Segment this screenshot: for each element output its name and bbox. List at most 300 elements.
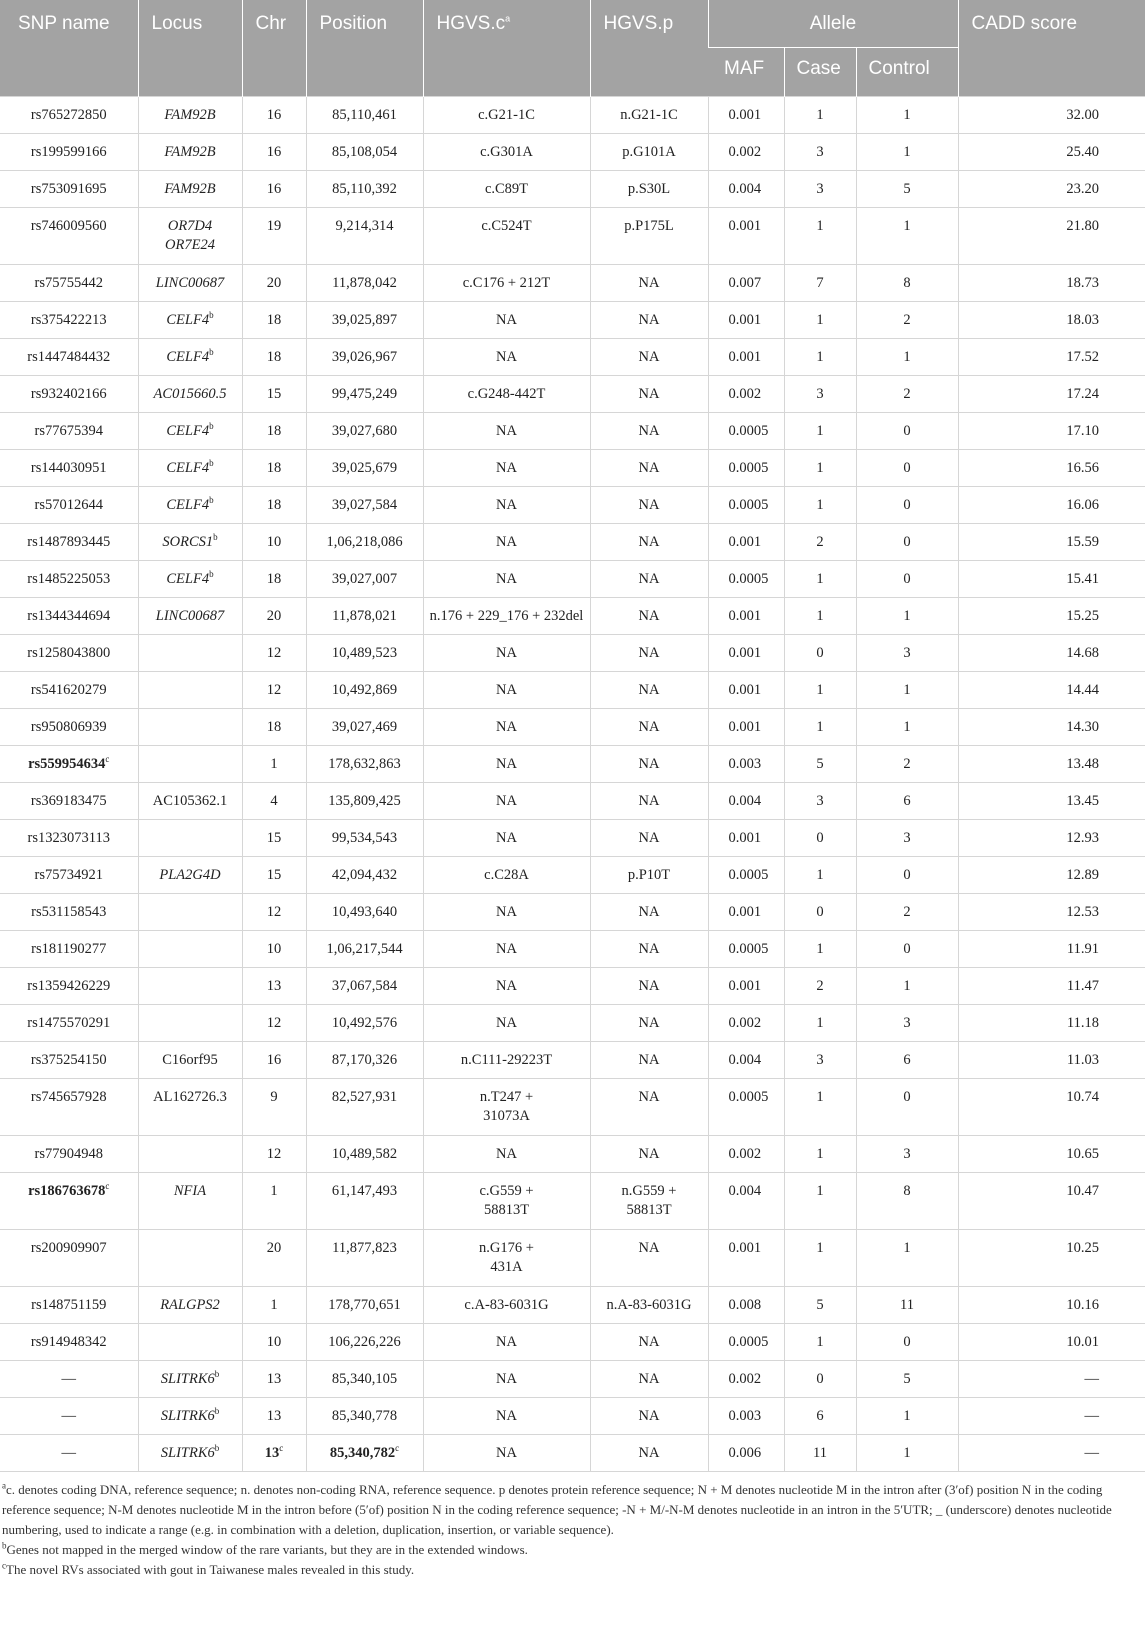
snp-name-text: rs1485225053 [27, 570, 111, 587]
header-hgvs-c-text: HGVS.c [436, 13, 506, 34]
cell-control: 2 [856, 745, 958, 782]
cell-position [306, 1004, 423, 1041]
position-text: 10,492,576 [331, 1014, 398, 1031]
hgvs-c-text: NA [496, 644, 517, 661]
cell-hgvs-c [423, 1078, 590, 1135]
cell-locus [138, 1172, 242, 1229]
chr-text: 20 [266, 1239, 282, 1256]
position-text: 42,094,432 [331, 866, 398, 883]
header-hgvs-p: HGVS.p [590, 0, 708, 96]
cell-control: 0 [856, 560, 958, 597]
cell-hgvs-p [590, 967, 708, 1004]
chr-text: 9 [270, 1088, 278, 1105]
table-row [0, 1041, 1145, 1078]
cell-locus [138, 856, 242, 893]
position-text: 85,110,392 [332, 180, 397, 197]
cell-hgvs-c [423, 412, 590, 449]
hgvs-p-text: NA [638, 1145, 660, 1162]
hgvs-c-text: NA [496, 681, 517, 698]
cell-snp-name [0, 207, 138, 264]
footnote-marker: b [209, 346, 214, 357]
locus-text-line2: OR7E24 [165, 236, 215, 253]
hgvs-p-text: p.P10T [627, 866, 671, 883]
cell-hgvs-c [423, 708, 590, 745]
snp-name-text: rs1323073113 [27, 829, 110, 846]
cell-case: 1 [784, 597, 856, 634]
cell-hgvs-c [423, 671, 590, 708]
cell-case: 6 [784, 1397, 856, 1434]
cell-snp-name [0, 133, 138, 170]
footnote [2, 1560, 1141, 1580]
cell-control: 0 [856, 449, 958, 486]
cell-snp-name [0, 819, 138, 856]
table-row [0, 412, 1145, 449]
cell-snp-name [0, 597, 138, 634]
position-text: 39,026,967 [331, 348, 398, 365]
cell-maf: 0.001 [708, 634, 784, 671]
snp-name-text: rs144030951 [30, 459, 107, 476]
cell-control: 0 [856, 1323, 958, 1360]
locus-text: CELF4 [166, 496, 210, 513]
cell-control: 1 [856, 96, 958, 133]
cell-hgvs-p [590, 1229, 708, 1286]
hgvs-c-text: c.C89T [484, 180, 529, 197]
cell-cadd-score: 16.56 [958, 449, 1145, 486]
hgvs-p-text: NA [638, 570, 660, 587]
cell-hgvs-c [423, 745, 590, 782]
snp-name-text: rs1475570291 [27, 1014, 111, 1031]
cell-snp-name [0, 856, 138, 893]
cell-case: 3 [784, 375, 856, 412]
hgvs-p-text: n.G21-1C [620, 106, 678, 123]
locus-text: FAM92B [164, 106, 216, 123]
cell-snp-name [0, 1229, 138, 1286]
chr-text: 18 [266, 348, 282, 365]
snp-name-text: rs765272850 [30, 106, 107, 123]
chr-text: 15 [266, 385, 282, 402]
locus-text: SLITRK6 [160, 1370, 215, 1387]
table-row [0, 449, 1145, 486]
table-row [0, 170, 1145, 207]
snp-name-text: rs77675394 [34, 422, 103, 439]
cell-hgvs-c [423, 893, 590, 930]
chr-text: 12 [266, 644, 282, 661]
header-locus: Locus [138, 0, 242, 96]
cell-position [306, 264, 423, 301]
cell-locus [138, 634, 242, 671]
cell-chr [242, 412, 306, 449]
position-text: 85,340,782 [329, 1444, 396, 1461]
cell-locus [138, 819, 242, 856]
cell-control: 3 [856, 1135, 958, 1172]
cell-hgvs-p [590, 856, 708, 893]
cell-cadd-score: 16.06 [958, 486, 1145, 523]
cell-maf: 0.004 [708, 1041, 784, 1078]
footnote-marker: c [105, 753, 110, 764]
cell-maf: 0.001 [708, 597, 784, 634]
snp-name-text: rs148751159 [31, 1296, 107, 1313]
hgvs-p-text: p.P175L [624, 217, 674, 234]
footnote-marker: c [105, 1180, 110, 1191]
hgvs-c-text: c.G301A [480, 143, 533, 160]
table-row [0, 1323, 1145, 1360]
chr-text: 16 [266, 106, 282, 123]
hgvs-p-text: NA [638, 348, 660, 365]
cell-case: 0 [784, 893, 856, 930]
chr-text: 18 [266, 570, 282, 587]
cell-locus [138, 782, 242, 819]
cell-hgvs-c [423, 1323, 590, 1360]
hgvs-p-text: NA [638, 311, 660, 328]
cell-snp-name [0, 1323, 138, 1360]
cell-locus [138, 1286, 242, 1323]
cell-locus [138, 745, 242, 782]
cell-chr [242, 301, 306, 338]
cell-position [306, 375, 423, 412]
cell-position [306, 671, 423, 708]
snp-name-text: rs1487893445 [27, 533, 111, 550]
locus-text: AC015660.5 [153, 385, 227, 402]
hgvs-p-text: NA [638, 681, 660, 698]
footnote-marker: c [279, 1442, 284, 1453]
cell-hgvs-p [590, 1004, 708, 1041]
position-text: 39,027,584 [331, 496, 398, 513]
cell-position [306, 597, 423, 634]
cell-hgvs-p [590, 338, 708, 375]
chr-text: 18 [266, 422, 282, 439]
chr-text: 12 [266, 681, 282, 698]
locus-text: SORCS1 [162, 533, 214, 550]
table-row [0, 597, 1145, 634]
cell-chr [242, 264, 306, 301]
hgvs-p-text: p.G101A [622, 143, 676, 160]
cell-snp-name [0, 1397, 138, 1434]
cell-locus [138, 1434, 242, 1471]
chr-text: 20 [266, 274, 282, 291]
cell-position [306, 782, 423, 819]
hgvs-c-text: c.G21-1C [478, 106, 535, 123]
position-text: 11,877,823 [332, 1239, 397, 1256]
cell-hgvs-c [423, 634, 590, 671]
hgvs-c-text: NA [496, 459, 517, 476]
cell-locus [138, 930, 242, 967]
cell-locus [138, 967, 242, 1004]
cell-maf: 0.004 [708, 170, 784, 207]
table-row [0, 560, 1145, 597]
locus-text: CELF4 [166, 459, 210, 476]
cell-snp-name [0, 170, 138, 207]
cell-position [306, 1360, 423, 1397]
cell-hgvs-c [423, 170, 590, 207]
cell-hgvs-p [590, 264, 708, 301]
position-text: 99,475,249 [331, 385, 398, 402]
hgvs-c-text: NA [496, 903, 517, 920]
cell-case: 5 [784, 745, 856, 782]
snp-name-text: rs932402166 [30, 385, 107, 402]
cell-hgvs-p [590, 560, 708, 597]
cell-control: 1 [856, 671, 958, 708]
chr-text: 16 [266, 1051, 282, 1068]
cell-hgvs-c [423, 264, 590, 301]
cell-cadd-score: 23.20 [958, 170, 1145, 207]
chr-text: 10 [266, 1333, 282, 1350]
cell-chr [242, 207, 306, 264]
cell-hgvs-c [423, 1397, 590, 1434]
cell-snp-name [0, 671, 138, 708]
cell-case: 1 [784, 708, 856, 745]
cell-locus [138, 523, 242, 560]
cell-chr [242, 1078, 306, 1135]
cell-maf: 0.001 [708, 893, 784, 930]
cell-cadd-score: 25.40 [958, 133, 1145, 170]
cell-case: 1 [784, 338, 856, 375]
cell-cadd-score: 15.41 [958, 560, 1145, 597]
hgvs-p-text: NA [638, 1051, 660, 1068]
position-text: 37,067,584 [331, 977, 398, 994]
footnote-marker: b [214, 1368, 220, 1379]
cell-chr [242, 1041, 306, 1078]
position-text: 85,110,461 [332, 106, 397, 123]
position-text: 85,108,054 [331, 143, 398, 160]
hgvs-c-text: NA [496, 1145, 517, 1162]
hgvs-c-text-line2: 58813T [483, 1201, 530, 1218]
cell-hgvs-p [590, 1041, 708, 1078]
hgvs-p-text: NA [638, 977, 660, 994]
cell-case: 1 [784, 449, 856, 486]
position-text: 39,027,469 [331, 718, 398, 735]
cell-maf: 0.004 [708, 1172, 784, 1229]
table-row [0, 634, 1145, 671]
cell-locus [138, 893, 242, 930]
cell-hgvs-c [423, 1286, 590, 1323]
cell-hgvs-c [423, 338, 590, 375]
cell-cadd-score: 15.25 [958, 597, 1145, 634]
cell-hgvs-p [590, 1323, 708, 1360]
cell-case: 1 [784, 560, 856, 597]
cell-case: 1 [784, 412, 856, 449]
cell-snp-name [0, 893, 138, 930]
hgvs-c-text: NA [496, 940, 517, 957]
footnote-marker: b [214, 1442, 220, 1453]
cell-maf: 0.0005 [708, 449, 784, 486]
cell-control: 1 [856, 133, 958, 170]
header-snp-name: SNP name [0, 0, 138, 96]
hgvs-c-text: NA [496, 311, 517, 328]
cell-hgvs-p [590, 671, 708, 708]
hgvs-p-text: p.S30L [627, 180, 671, 197]
cell-cadd-score: 21.80 [958, 207, 1145, 264]
cell-chr [242, 1434, 306, 1471]
chr-text: 20 [266, 607, 282, 624]
cell-maf: 0.0005 [708, 1323, 784, 1360]
hgvs-c-text: c.C176 + 212T [462, 274, 551, 291]
cell-position [306, 338, 423, 375]
cell-locus [138, 449, 242, 486]
cell-locus [138, 338, 242, 375]
position-text: 10,489,523 [331, 644, 398, 661]
cell-control: 0 [856, 523, 958, 560]
table-footnotes [0, 1472, 1145, 1580]
cell-maf: 0.006 [708, 1434, 784, 1471]
cell-position [306, 893, 423, 930]
cell-hgvs-p [590, 745, 708, 782]
cell-maf: 0.002 [708, 1360, 784, 1397]
cell-maf: 0.001 [708, 708, 784, 745]
table-row [0, 819, 1145, 856]
cell-hgvs-p [590, 1172, 708, 1229]
cell-chr [242, 597, 306, 634]
snp-name-text: rs375254150 [30, 1051, 107, 1068]
cell-snp-name [0, 782, 138, 819]
locus-text: CELF4 [166, 311, 210, 328]
cell-case: 1 [784, 1135, 856, 1172]
cell-hgvs-p [590, 412, 708, 449]
cell-cadd-score: 15.59 [958, 523, 1145, 560]
cell-control: 0 [856, 930, 958, 967]
footnote-text: c. denotes coding DNA, reference sequence; n. denotes non-coding RNA, reference sequence. p denotes protein reference sequence; N + M denotes nucleotide M in the intron after (3′of) position N in the coding reference sequence; N-M denotes nucleotide M in the intron before (5′of) position N in the coding reference sequence; -N + M/-N-M denotes nucleotide in an intron in the 5′UTR; _ (underscore) denotes nucleotide numbering, used to indicate a range (e.g. in combination with a deletion, duplication, insertion, or variable sequence). [2, 1481, 1112, 1537]
chr-text: 18 [266, 718, 282, 735]
locus-text: SLITRK6 [160, 1444, 215, 1461]
cell-snp-name [0, 708, 138, 745]
cell-maf: 0.0005 [708, 856, 784, 893]
cell-hgvs-c [423, 207, 590, 264]
cell-cadd-score: — [958, 1434, 1145, 1471]
position-text: 11,878,021 [332, 607, 397, 624]
cell-hgvs-c [423, 1229, 590, 1286]
chr-text: 13 [266, 977, 282, 994]
cell-chr [242, 930, 306, 967]
cell-locus [138, 708, 242, 745]
footnote-marker: b [213, 531, 218, 542]
cell-chr [242, 708, 306, 745]
table-row [0, 671, 1145, 708]
footnote-marker: a [2, 1480, 6, 1491]
snp-name-text: rs1258043800 [27, 644, 111, 661]
cell-case: 0 [784, 1360, 856, 1397]
cell-case: 1 [784, 1323, 856, 1360]
table-row [0, 486, 1145, 523]
cell-maf: 0.007 [708, 264, 784, 301]
cell-locus [138, 671, 242, 708]
snp-name-text: rs199599166 [30, 143, 107, 160]
snp-name-text: rs181190277 [31, 940, 107, 957]
cell-cadd-score: 17.10 [958, 412, 1145, 449]
cell-chr [242, 170, 306, 207]
cell-maf: 0.001 [708, 96, 784, 133]
position-text: 9,214,314 [335, 217, 394, 234]
cell-case: 0 [784, 819, 856, 856]
cell-hgvs-p [590, 782, 708, 819]
cell-maf: 0.0005 [708, 1078, 784, 1135]
cell-maf: 0.0005 [708, 412, 784, 449]
cell-case: 7 [784, 264, 856, 301]
cell-hgvs-p [590, 133, 708, 170]
cell-chr [242, 1360, 306, 1397]
table-row [0, 708, 1145, 745]
hgvs-p-text: NA [638, 274, 660, 291]
chr-text: 10 [266, 940, 282, 957]
cell-cadd-score: 10.74 [958, 1078, 1145, 1135]
cell-control: 1 [856, 708, 958, 745]
cell-snp-name [0, 486, 138, 523]
cell-cadd-score: 10.25 [958, 1229, 1145, 1286]
snp-name-text: rs950806939 [30, 718, 107, 735]
cell-cadd-score: 11.91 [958, 930, 1145, 967]
hgvs-p-text: NA [638, 385, 660, 402]
table-row [0, 264, 1145, 301]
hgvs-c-text-line2: 431A [490, 1258, 523, 1275]
position-text: 10,492,869 [331, 681, 398, 698]
hgvs-p-text: NA [638, 459, 660, 476]
cell-control: 3 [856, 819, 958, 856]
locus-text: FAM92B [164, 143, 216, 160]
cell-case: 1 [784, 486, 856, 523]
cell-maf: 0.002 [708, 1135, 784, 1172]
hgvs-p-text: NA [638, 644, 660, 661]
cell-cadd-score: 11.18 [958, 1004, 1145, 1041]
header-cadd-score: CADD score [958, 0, 1145, 96]
cell-control: 0 [856, 412, 958, 449]
cell-hgvs-p [590, 207, 708, 264]
table-row [0, 856, 1145, 893]
cell-maf: 0.0005 [708, 486, 784, 523]
position-text: 1,06,218,086 [326, 533, 403, 550]
cell-hgvs-p [590, 301, 708, 338]
cell-case: 3 [784, 170, 856, 207]
chr-text: 18 [266, 459, 282, 476]
cell-case: 1 [784, 301, 856, 338]
cell-chr [242, 486, 306, 523]
locus-text: OR7D4 [167, 217, 213, 234]
position-text: 178,770,651 [328, 1296, 401, 1313]
table-row [0, 1397, 1145, 1434]
table-row [0, 1135, 1145, 1172]
hgvs-c-text: c.G559 + [479, 1182, 534, 1199]
cell-position [306, 708, 423, 745]
position-text: 85,340,778 [331, 1407, 398, 1424]
chr-text: 12 [266, 1014, 282, 1031]
snp-name-text: rs745657928 [30, 1088, 107, 1105]
cell-hgvs-p [590, 1360, 708, 1397]
cell-hgvs-c [423, 375, 590, 412]
locus-text: SLITRK6 [160, 1407, 215, 1424]
hgvs-p-text: NA [638, 903, 660, 920]
cell-hgvs-p [590, 1078, 708, 1135]
cell-cadd-score: 14.44 [958, 671, 1145, 708]
hgvs-p-text: NA [638, 829, 660, 846]
snp-name-text: rs75755442 [34, 274, 103, 291]
cell-case: 11 [784, 1434, 856, 1471]
cell-snp-name [0, 1004, 138, 1041]
cell-hgvs-c [423, 967, 590, 1004]
cell-case: 1 [784, 1229, 856, 1286]
cell-locus [138, 170, 242, 207]
cell-locus [138, 1041, 242, 1078]
cell-chr [242, 893, 306, 930]
cell-hgvs-p [590, 819, 708, 856]
cell-cadd-score: 14.68 [958, 634, 1145, 671]
cell-control: 8 [856, 264, 958, 301]
cell-case: 3 [784, 782, 856, 819]
cell-hgvs-p [590, 1286, 708, 1323]
hgvs-c-text: NA [496, 496, 517, 513]
snp-name-text: rs541620279 [30, 681, 107, 698]
snp-name-text: rs1447484432 [27, 348, 111, 365]
table-body [0, 96, 1145, 1471]
table-row [0, 133, 1145, 170]
cell-control: 6 [856, 1041, 958, 1078]
hgvs-c-text: c.G248-442T [467, 385, 546, 402]
